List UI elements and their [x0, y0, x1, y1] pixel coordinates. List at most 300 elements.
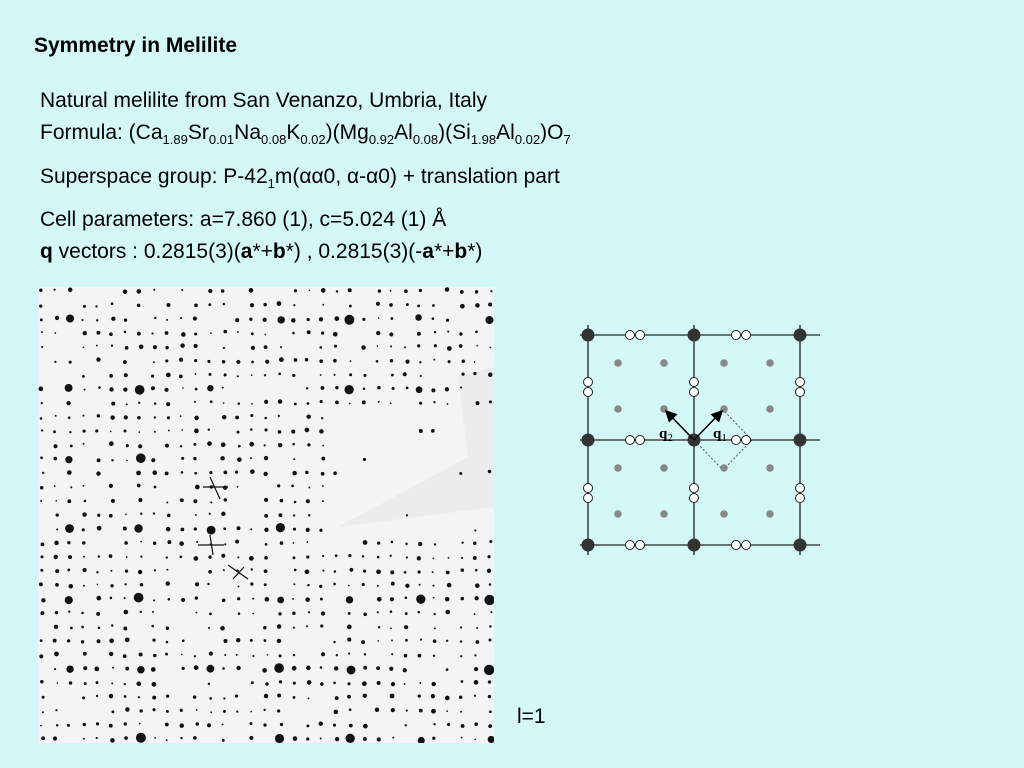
diffraction-spot	[222, 387, 224, 389]
diffraction-spot	[321, 457, 325, 461]
diffraction-spot	[389, 303, 393, 307]
open-circle-satellite	[584, 378, 593, 387]
diffraction-spot	[447, 403, 449, 405]
diffraction-spot	[322, 500, 324, 502]
satellite-dot	[720, 359, 728, 367]
diffraction-spot	[473, 556, 477, 560]
diffraction-spot	[475, 331, 478, 334]
diffraction-spot	[223, 710, 226, 713]
diffraction-spot	[179, 541, 184, 546]
satellite-dot	[660, 359, 668, 367]
satellite-dot	[660, 464, 668, 472]
diffraction-spot	[447, 331, 449, 333]
diffraction-spot	[250, 711, 252, 713]
diffraction-spot	[134, 593, 144, 603]
open-circle-satellite	[732, 331, 741, 340]
diffraction-spot	[111, 499, 115, 503]
diffraction-spot	[154, 569, 156, 571]
diffraction-spot	[484, 665, 494, 675]
diffraction-spot	[347, 695, 351, 699]
diffraction-spot	[180, 415, 182, 417]
diffraction-spot	[333, 332, 338, 337]
diffraction-spot	[40, 456, 43, 459]
diffraction-spot	[193, 695, 196, 698]
diffraction-spot	[223, 347, 225, 349]
diffraction-spot	[195, 582, 199, 586]
diffraction-spot	[53, 430, 56, 433]
diffraction-spot	[40, 569, 43, 572]
diffraction-spot	[363, 540, 368, 545]
diffraction-spot	[406, 303, 409, 306]
diffraction-spot	[208, 289, 212, 293]
diffraction-spot	[434, 543, 436, 545]
diffraction-spot	[432, 737, 435, 740]
diffraction-spot	[280, 499, 284, 503]
diffraction-spot	[109, 374, 113, 378]
diffraction-spot	[277, 694, 281, 698]
diffraction-spot	[322, 485, 324, 487]
diffraction-spot	[126, 403, 128, 405]
diffraction-spot	[235, 416, 239, 420]
diffraction-spot	[109, 514, 113, 518]
diffraction-spot	[237, 486, 239, 488]
diffraction-spot	[488, 638, 491, 641]
diffraction-spot	[136, 289, 141, 294]
diffraction-spot	[306, 737, 309, 740]
diffraction-spot	[459, 344, 463, 348]
diffraction-spot	[65, 384, 73, 392]
diffraction-spot	[53, 457, 57, 461]
diffraction-spot	[124, 318, 127, 321]
diffraction-spot	[293, 542, 295, 544]
diffraction-spot	[208, 627, 210, 629]
diffraction-spot	[250, 428, 253, 431]
diffraction-spot	[194, 359, 197, 362]
diffraction-spot	[168, 430, 170, 432]
diffraction-spot	[376, 666, 380, 670]
diffraction-spot	[181, 332, 186, 337]
diffraction-spot	[404, 683, 406, 685]
diffraction-spot	[348, 554, 351, 557]
diffraction-spot	[403, 668, 407, 672]
diffraction-spot	[250, 303, 254, 307]
diffraction-spot	[264, 444, 266, 446]
diffraction-spot	[448, 360, 451, 363]
diffraction-spot	[98, 626, 101, 629]
diffraction-spot	[277, 624, 281, 628]
diffraction-spot	[416, 386, 423, 393]
diffraction-spot	[321, 331, 324, 334]
diffraction-spot	[166, 556, 168, 558]
open-circle-satellite	[626, 541, 635, 550]
diffraction-spot	[487, 555, 490, 558]
diffraction-spot	[390, 627, 392, 629]
diffraction-spot	[208, 570, 212, 574]
diffraction-spot	[321, 652, 325, 656]
diffraction-spot	[349, 708, 352, 711]
diffraction-spot	[344, 385, 353, 394]
diffraction-spot	[322, 304, 324, 306]
open-circle-satellite	[690, 378, 699, 387]
diffraction-spot	[347, 638, 351, 642]
diffraction-spot	[434, 613, 436, 615]
diffraction-spot	[165, 723, 169, 727]
diffraction-spot	[111, 624, 113, 626]
diffraction-spot	[265, 543, 268, 546]
diffraction-spot	[277, 316, 284, 323]
diffraction-spot	[54, 668, 56, 670]
diffraction-spot	[165, 653, 168, 656]
diffraction-spot	[292, 666, 297, 671]
diffraction-spot	[447, 346, 452, 351]
diffraction-spot	[363, 612, 367, 616]
diffraction-spot	[305, 471, 308, 474]
diffraction-spot	[82, 415, 84, 417]
q2-label: $q_2$	[659, 426, 673, 444]
diffraction-spot	[474, 529, 476, 531]
diffraction-spot	[166, 501, 168, 503]
diffraction-spot	[488, 695, 491, 698]
diffraction-spot	[459, 332, 462, 335]
diffraction-spot	[109, 554, 113, 558]
diffraction-spot	[475, 303, 479, 307]
diffraction-spot	[293, 514, 295, 516]
diffraction-spot	[222, 360, 226, 364]
diffraction-spot	[419, 361, 421, 363]
diffraction-spot	[236, 654, 238, 656]
diffraction-spot	[69, 431, 71, 433]
diffraction-spot	[319, 359, 323, 363]
diffraction-spot	[82, 696, 85, 699]
diffraction-spot	[111, 682, 113, 684]
diffraction-spot	[489, 400, 492, 403]
diffraction-spot	[377, 640, 379, 642]
diffraction-spot	[55, 569, 59, 573]
diffraction-spot	[55, 709, 57, 711]
diffraction-spot	[238, 586, 240, 588]
diffraction-spot	[54, 332, 56, 334]
diffraction-spot	[404, 346, 406, 348]
diffraction-spot	[391, 541, 394, 544]
diffraction-spot	[460, 655, 462, 657]
diffraction-spot	[154, 431, 156, 433]
diffraction-spot	[433, 655, 435, 657]
diffraction-spot	[305, 358, 308, 361]
slide-title: Symmetry in Melilite	[34, 34, 238, 57]
diffraction-spot	[39, 305, 42, 308]
diffraction-spot	[84, 389, 86, 391]
diffraction-spot	[139, 344, 144, 349]
diffraction-spot	[196, 541, 198, 543]
satellite-dot	[614, 359, 622, 367]
diffraction-spot	[432, 304, 435, 307]
diffraction-spot	[153, 654, 156, 657]
diffraction-spot	[124, 415, 128, 419]
diffraction-spot	[138, 498, 142, 502]
diffraction-spot	[362, 583, 365, 586]
diffraction-spot	[262, 668, 267, 673]
main-reflection-dot	[794, 539, 807, 552]
diffraction-spot	[181, 289, 183, 291]
diffraction-spot	[307, 402, 310, 405]
open-circle-satellite	[796, 378, 805, 387]
diffraction-spot	[83, 738, 85, 740]
diffraction-spot	[417, 556, 421, 560]
diffraction-spot	[152, 470, 157, 475]
diffraction-spot	[41, 736, 45, 740]
diffraction-spot	[361, 640, 365, 644]
diffraction-spot	[377, 737, 381, 741]
diffraction-spot	[180, 343, 185, 348]
diffraction-spot	[460, 304, 465, 309]
diffraction-spot	[474, 613, 476, 615]
satellite-dot	[766, 464, 774, 472]
diffraction-spot	[138, 444, 142, 448]
diffraction-spot	[250, 457, 252, 459]
diffraction-spot	[124, 583, 126, 585]
diffraction-spot	[293, 696, 296, 699]
diffraction-spot	[151, 386, 155, 390]
diffraction-spot	[126, 444, 129, 447]
diffraction-spot	[322, 570, 324, 572]
diffraction-spot	[109, 724, 113, 728]
diffraction-spot	[447, 583, 452, 588]
diffraction-spot	[223, 402, 225, 404]
diffraction-spot	[41, 429, 43, 431]
diffraction-spot	[154, 416, 156, 418]
diffraction-spot	[377, 597, 382, 602]
diffraction-spot	[222, 739, 225, 742]
diffraction-spot	[67, 541, 70, 544]
diffraction-spot	[252, 655, 254, 657]
diffraction-spot	[135, 385, 145, 395]
diffraction-spot	[194, 416, 199, 421]
diffraction-spot	[123, 387, 127, 391]
diffraction-spot	[221, 442, 226, 447]
open-circle-satellite	[626, 331, 635, 340]
diffraction-spot	[476, 627, 478, 629]
diffraction-spot	[461, 557, 463, 559]
diffraction-spot	[42, 472, 44, 474]
diffraction-spot	[209, 513, 211, 515]
diffraction-spot	[138, 696, 140, 698]
diffraction-spot	[264, 556, 268, 560]
diffraction-spot	[207, 665, 215, 673]
diffraction-spot	[251, 346, 255, 350]
diffraction-spot	[348, 653, 350, 655]
diffraction-spot	[294, 358, 298, 362]
diffraction-spot	[53, 639, 57, 643]
diffraction-spot	[390, 290, 392, 292]
diffraction-spot	[431, 709, 436, 714]
diffraction-spot	[405, 612, 408, 615]
diffraction-spot	[363, 737, 367, 741]
diffraction-spot	[418, 611, 421, 614]
open-circle-satellite	[742, 436, 751, 445]
diffraction-spot	[82, 512, 86, 516]
diffraction-spot	[153, 512, 155, 514]
diffraction-spot	[238, 612, 241, 615]
diffraction-spot	[390, 570, 394, 574]
diffraction-spot	[126, 460, 128, 462]
diffraction-spot	[319, 429, 324, 434]
diffraction-spot	[473, 372, 476, 375]
diffraction-spot	[182, 387, 184, 389]
diffraction-spot	[417, 570, 420, 573]
diffraction-spot	[67, 569, 70, 572]
diffraction-spot	[166, 581, 170, 585]
diffraction-spot	[68, 584, 73, 589]
diffraction-spot	[138, 431, 140, 433]
diffraction-spot	[111, 317, 115, 321]
diffraction-spot	[68, 610, 70, 612]
diffraction-spot	[432, 571, 434, 573]
diffraction-spot	[405, 724, 407, 726]
diffraction-spot	[445, 610, 450, 615]
open-circle-satellite	[742, 541, 751, 550]
diffraction-spot	[308, 697, 310, 699]
diffraction-spot	[291, 430, 295, 434]
diffraction-spot	[195, 373, 197, 375]
diffraction-spot	[151, 332, 153, 334]
diffraction-spot	[348, 585, 350, 587]
diffraction-spot	[193, 499, 197, 503]
diffraction-spot	[280, 346, 282, 348]
diffraction-spot	[419, 429, 423, 433]
diffraction-spot	[433, 639, 437, 643]
diffraction-spot	[461, 372, 464, 375]
diffraction-spot	[291, 485, 294, 488]
diffraction-spot	[276, 523, 285, 532]
diffraction-spot	[237, 457, 242, 462]
open-circle-satellite	[690, 494, 699, 503]
diffraction-spot	[222, 667, 225, 670]
diffraction-spot	[166, 641, 168, 643]
main-reflection-dot	[688, 329, 701, 342]
diffraction-spot	[334, 316, 339, 321]
diffraction-spot	[65, 456, 72, 463]
diffraction-spot	[405, 639, 408, 642]
diffraction-spot	[433, 401, 435, 403]
diffraction-spot	[320, 374, 322, 376]
diffraction-spot	[392, 737, 394, 739]
diffraction-spot	[154, 737, 156, 739]
diffraction-spot	[292, 471, 296, 475]
diffraction-spot	[404, 571, 407, 574]
diffraction-spot	[404, 625, 408, 629]
diffraction-spot	[68, 288, 72, 292]
diffraction-spot	[377, 345, 379, 347]
cell-parameters: Cell parameters: a=7.860 (1), c=5.024 (1) Å	[40, 208, 447, 231]
diffraction-spot	[434, 627, 436, 629]
diffraction-spot	[433, 723, 435, 725]
diffraction-spot	[194, 303, 198, 307]
diffraction-spot	[96, 722, 99, 725]
open-circle-satellite	[626, 436, 635, 445]
diffraction-spot	[195, 612, 197, 614]
diffraction-spot	[96, 319, 98, 321]
diffraction-spot	[309, 290, 311, 292]
diffraction-spot	[124, 722, 127, 725]
diffraction-spot	[391, 582, 395, 586]
diffraction-spot	[140, 555, 142, 557]
diffraction-spot	[279, 654, 282, 657]
diffraction-spot	[57, 682, 59, 684]
open-circle-satellite	[796, 388, 805, 397]
diffraction-spot	[195, 722, 199, 726]
diffraction-spot	[111, 402, 115, 406]
diffraction-spot	[83, 485, 85, 487]
diffraction-spot	[349, 568, 353, 572]
diffraction-spot	[111, 345, 113, 347]
diffraction-spot	[363, 724, 368, 729]
diffraction-spot	[111, 710, 114, 713]
satellite-dot	[766, 405, 774, 413]
diffraction-spot	[292, 598, 294, 600]
diffraction-spot	[362, 555, 364, 557]
diffraction-spot	[278, 612, 281, 615]
diffraction-spot	[320, 666, 323, 669]
diffraction-spot	[126, 556, 128, 558]
diffraction-spot	[489, 710, 492, 713]
diffraction-spot	[279, 680, 282, 683]
diffraction-spot	[362, 318, 365, 321]
diffraction-spot	[251, 681, 254, 684]
diffraction-spot	[166, 402, 170, 406]
diffraction-spot	[446, 710, 448, 712]
diffraction-spot	[194, 332, 197, 335]
diffraction-spot	[250, 414, 253, 417]
diffraction-spot	[333, 374, 335, 376]
diffraction-spot	[179, 358, 183, 362]
diffraction-spot	[376, 331, 380, 335]
diffraction-spot	[306, 387, 308, 389]
diffraction-spot	[333, 724, 336, 727]
diffraction-spot	[124, 331, 127, 334]
diffraction-spot	[182, 639, 185, 642]
diffraction-spot	[124, 736, 128, 740]
diffraction-spot	[55, 611, 58, 614]
diffraction-spot	[405, 596, 408, 599]
diffraction-spot	[193, 457, 196, 460]
diffraction-spot	[474, 722, 478, 726]
diffraction-spot	[361, 345, 366, 350]
diffraction-spot	[391, 653, 393, 655]
diffraction-spot	[125, 346, 129, 350]
diffraction-spot	[488, 303, 492, 307]
diffraction-spot	[209, 697, 212, 700]
diffraction-spot	[321, 472, 325, 476]
diffraction-spot	[194, 401, 196, 403]
diffraction-spot	[305, 428, 310, 433]
diffraction-spot	[96, 331, 100, 335]
diffraction-spot	[278, 443, 282, 447]
open-circle-satellite	[732, 436, 741, 445]
diffraction-spot	[250, 528, 252, 530]
diffraction-spot	[461, 680, 464, 683]
open-circle-satellite	[690, 388, 699, 397]
diffraction-spot	[490, 290, 492, 292]
diffraction-spot	[195, 514, 197, 516]
diffraction-spot	[179, 555, 182, 558]
diffraction-spot	[461, 597, 465, 601]
diffraction-spot	[263, 303, 267, 307]
diffraction-spot	[208, 683, 210, 685]
diffraction-spot	[179, 723, 184, 728]
diffraction-spot	[320, 738, 322, 740]
diffraction-spot	[446, 319, 449, 322]
diffraction-spot	[56, 724, 59, 727]
